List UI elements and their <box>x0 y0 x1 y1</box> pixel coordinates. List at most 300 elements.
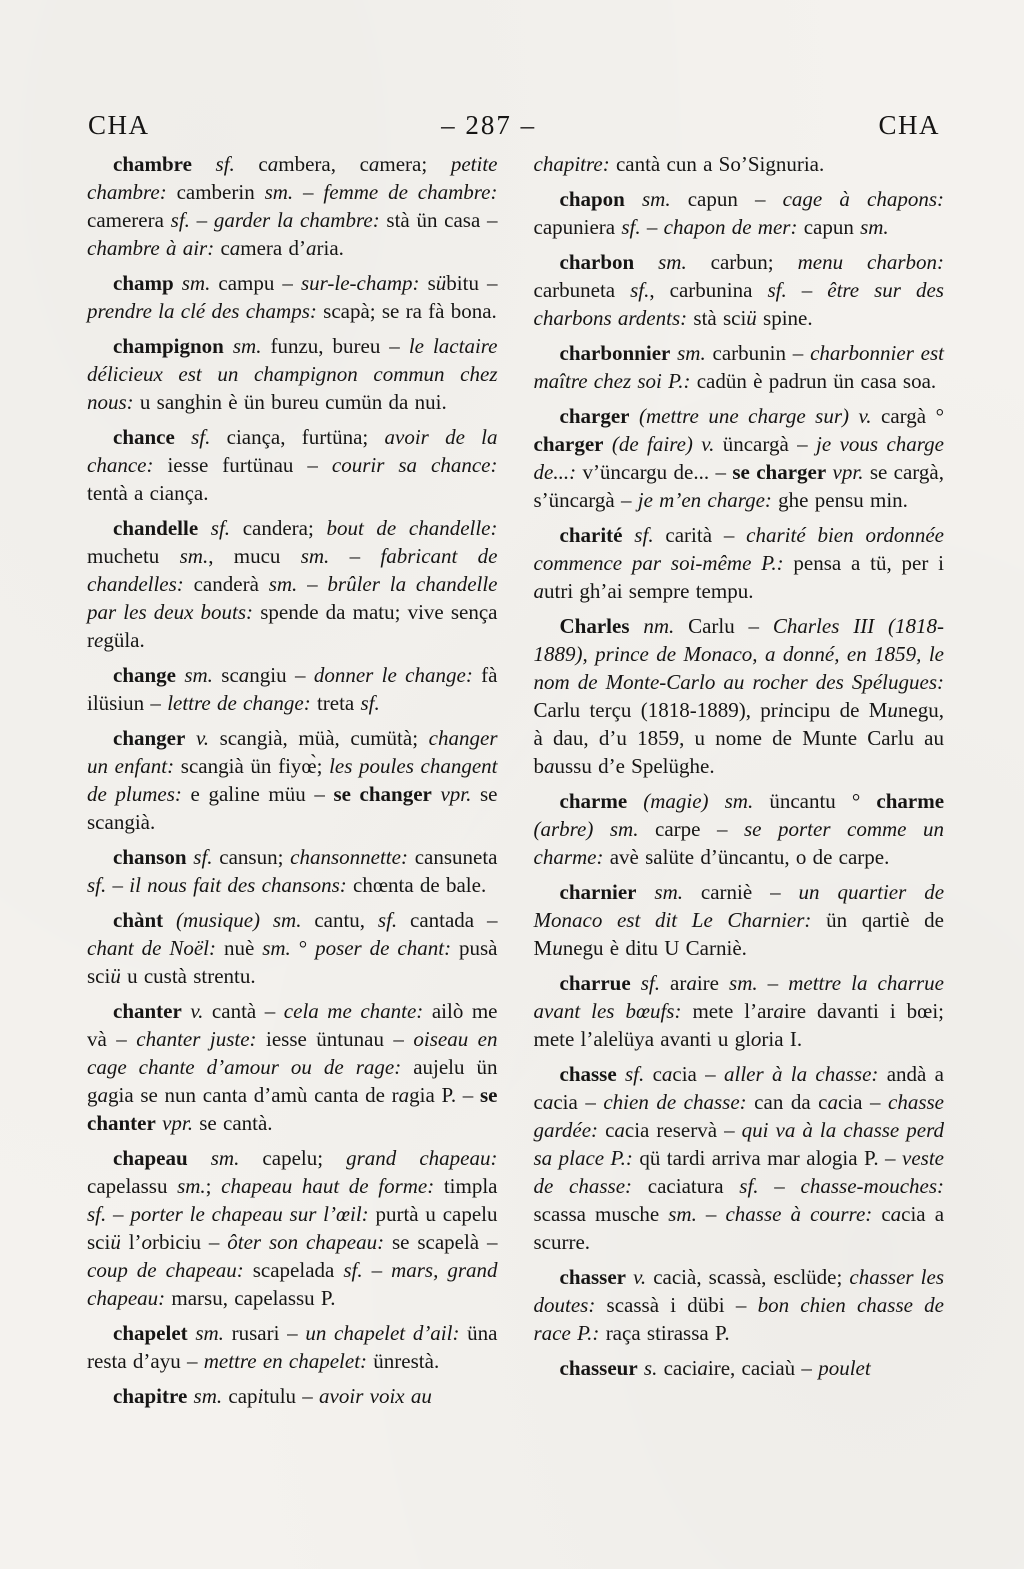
text-segment: bon chien chasse de race P.: <box>533 1293 944 1345</box>
text-segment: gia P. – <box>831 1146 903 1170</box>
text-segment: canderà <box>193 572 269 596</box>
text-segment: a <box>827 1090 838 1114</box>
text-segment: u <box>552 936 563 960</box>
text-segment: être sur des charbons ardents: <box>533 278 944 330</box>
text-segment: marsu, capelassu P. <box>171 1286 336 1310</box>
text-segment: andà a c <box>533 1062 945 1114</box>
text-segment: cantà cun a So’Signuria. <box>615 152 825 176</box>
text-segment: vpr. <box>826 460 870 484</box>
entry-chapeau <box>87 1137 498 1312</box>
text-segment: coup de chapeau: <box>87 1258 253 1282</box>
text-segment: carbun; <box>710 250 798 274</box>
text-segment: v. <box>185 726 220 750</box>
headword: se chanter <box>87 1083 498 1135</box>
text-segment: v. <box>181 999 212 1023</box>
text-segment: cage à chapons: <box>782 187 944 211</box>
text-segment: tentà a ciança. <box>87 481 209 505</box>
text-segment: i <box>257 1384 264 1408</box>
text-segment: (mettre une charge sur) v. <box>629 404 882 428</box>
text-segment: sm. <box>264 180 294 204</box>
text-segment: ussu d’e Spelüghe. <box>554 754 715 778</box>
text-segment: femme de chambre: <box>323 180 498 204</box>
entry-chasser <box>534 1256 945 1347</box>
entry-chance <box>87 416 498 507</box>
text-segment: ü <box>110 1230 121 1254</box>
entry-charrue <box>534 962 945 1053</box>
text-segment: mbera, c <box>278 152 369 176</box>
text-segment: sm. <box>300 544 330 568</box>
text-segment: carità – <box>665 523 747 547</box>
headword: champignon <box>113 334 224 358</box>
text-segment: c <box>652 1062 662 1086</box>
text-segment: cia reservà – <box>624 1118 742 1142</box>
headword: chance <box>113 425 175 449</box>
text-segment: sf. <box>621 215 641 239</box>
entry-chandelle <box>87 507 498 654</box>
text-segment: chien de chasse: <box>603 1090 755 1114</box>
text-segment: cia – <box>837 1090 888 1114</box>
text-segment: cia – <box>672 1062 724 1086</box>
headword: chànt <box>113 908 164 932</box>
text-segment: ire, caciaù – <box>707 1356 819 1380</box>
text-segment: chapeau haut de forme: <box>221 1174 444 1198</box>
text-segment: cansuneta <box>414 845 498 869</box>
text-segment: prendre la clé des champs: <box>87 299 324 323</box>
text-segment: can da c <box>754 1090 828 1114</box>
text-segment: sm. <box>636 880 701 904</box>
text-segment: ncipu de M <box>783 698 888 722</box>
text-segment: ailò me và – <box>87 999 498 1051</box>
text-segment: spende da matu; vive sença r <box>87 600 498 652</box>
text-segment: chasser les doutes: <box>533 1265 945 1317</box>
text-segment: ünrestà. <box>373 1349 440 1373</box>
text-segment: sf. <box>186 845 220 869</box>
text-segment: o <box>750 1027 762 1051</box>
headword: charrue <box>559 971 631 995</box>
headword: chapon <box>559 187 625 211</box>
text-segment: cansun; <box>219 845 291 869</box>
text-segment: carbuneta <box>533 278 631 302</box>
text-segment: mars, grand chapeau: <box>87 1258 498 1310</box>
text-segment: poser de chant: <box>315 936 459 960</box>
text-segment: Charles III (1818-1889), prince de Monaco, a donné, en 1859, le nom de Monte-Carlo au rocher des Spélugues: <box>533 614 944 694</box>
text-columns <box>87 150 944 1410</box>
text-segment: e galine müu – <box>190 782 334 806</box>
text-segment: a <box>773 999 784 1023</box>
text-segment: menu charbon: <box>797 250 944 274</box>
text-segment: v’üncargu de... – <box>582 460 733 484</box>
text-segment: candera; <box>242 516 327 540</box>
text-segment: courir sa chance: <box>331 453 498 477</box>
text-segment: sf. <box>622 523 666 547</box>
text-segment: poulet <box>818 1356 871 1380</box>
entry-charles <box>534 605 945 780</box>
text-segment: sf. <box>198 516 243 540</box>
text-segment: donner le change: <box>313 663 482 687</box>
text-segment: avoir voix au <box>319 1384 432 1408</box>
text-segment: timpla <box>443 1174 498 1198</box>
text-segment: ciança, furtüna; <box>226 425 385 449</box>
text-segment: o <box>821 1146 832 1170</box>
guide-word-right: CHA <box>878 110 940 140</box>
entry-champ <box>87 262 498 325</box>
headword: charger <box>533 432 604 456</box>
text-segment: rbiciu – <box>152 1230 228 1254</box>
headword: chambre <box>113 152 192 176</box>
headword: Charles <box>559 614 630 638</box>
text-segment: – <box>106 1202 131 1226</box>
text-segment: sf. <box>191 152 259 176</box>
text-segment: iesse furtünau – <box>167 453 332 477</box>
text-segment: je vous charge de...: <box>533 432 944 484</box>
text-segment: campu – <box>218 271 301 295</box>
text-segment: stà ün casa – <box>386 208 498 232</box>
text-segment: s <box>427 271 436 295</box>
entry-charnier <box>534 871 945 962</box>
text-segment: u custà strentu. <box>120 964 256 988</box>
text-segment: chasse à courre: <box>725 1202 882 1226</box>
text-segment: – <box>758 1174 801 1198</box>
text-segment: camerera <box>87 208 171 232</box>
text-segment: iesse üntunau – <box>266 1027 414 1051</box>
text-segment: ghe pensu min. <box>778 488 908 512</box>
headword: chapitre <box>113 1384 188 1408</box>
text-segment: caci <box>663 1356 698 1380</box>
text-segment: chapitre: <box>533 152 616 176</box>
text-segment: camberin <box>176 180 265 204</box>
text-segment: – <box>757 971 789 995</box>
text-segment: cap <box>228 1384 258 1408</box>
text-segment: ire <box>696 971 730 995</box>
headword: chandelle <box>113 516 199 540</box>
text-segment: chœnta de bale. <box>353 873 487 897</box>
text-segment: vpr. <box>155 1111 193 1135</box>
text-segment: a <box>97 1083 108 1107</box>
text-segment: negu, à dau, d’u 1859, u nome de Munte Carlu au b <box>533 698 944 778</box>
entry-champignon <box>87 325 498 416</box>
headword: chapeau <box>113 1146 188 1170</box>
text-segment: – <box>189 208 214 232</box>
text-segment: cia – <box>553 1090 604 1114</box>
text-segment: ar <box>670 971 687 995</box>
text-segment: grand chapeau: <box>346 1146 498 1170</box>
text-segment: a <box>306 236 317 260</box>
entry-chanter <box>87 990 498 1137</box>
text-segment: chanter juste: <box>136 1027 266 1051</box>
text-segment: mera d’ <box>240 236 306 260</box>
entry-chapitre-continuation <box>534 150 945 178</box>
text-segment: changer un enfant: <box>87 726 498 778</box>
entry-chasse <box>534 1053 945 1256</box>
entry-chapon <box>534 178 945 241</box>
text-segment: scassà i dübi – <box>606 1293 758 1317</box>
entry-changer <box>87 717 498 836</box>
text-segment: avoir de la chance: <box>87 425 498 477</box>
headword: chapelet <box>113 1321 188 1345</box>
text-segment: capelassu <box>87 1174 178 1198</box>
text-segment: carbunin – <box>712 341 811 365</box>
text-segment: se scangià. <box>87 782 498 834</box>
text-segment: sm. <box>223 334 271 358</box>
text-segment: treta <box>316 691 361 715</box>
entry-chasseur <box>534 1347 945 1382</box>
text-segment: cacià, scassà, esclüde; <box>653 1265 850 1289</box>
text-segment: u sanghin è ün bureu cumün da nui. <box>139 390 447 414</box>
headword: se charger <box>732 460 827 484</box>
text-segment: a <box>398 1083 410 1107</box>
text-segment: a <box>229 236 241 260</box>
text-segment: ° <box>290 936 316 960</box>
text-segment: (magie) sm. <box>627 789 770 813</box>
text-segment: sf. <box>170 208 190 232</box>
text-segment: sm. <box>860 215 889 239</box>
text-segment: a <box>238 663 250 687</box>
text-segment: u <box>887 698 898 722</box>
headword: charger <box>559 404 630 428</box>
text-segment: scassa musche <box>533 1202 669 1226</box>
text-segment: l’ <box>120 1230 142 1254</box>
text-segment: charité bien ordonnée commence par soi-même P.: <box>533 523 944 575</box>
text-segment: a <box>697 1356 708 1380</box>
entry-change <box>87 654 498 717</box>
text-segment: Carlu terçu (1818-1889), pr <box>533 698 778 722</box>
text-segment: chansonnette: <box>290 845 415 869</box>
text-segment: (arbre) sm. <box>533 817 655 841</box>
text-segment: veste de chasse: <box>533 1146 944 1198</box>
text-segment: purtà u capelu sci <box>87 1202 498 1254</box>
text-segment: sm. <box>670 341 713 365</box>
text-segment: c <box>220 236 230 260</box>
text-segment: oiseau en cage chante d’amour ou de rage: <box>87 1027 498 1079</box>
text-segment: aller à la chasse: <box>724 1062 887 1086</box>
headword: charbonnier <box>559 341 671 365</box>
text-segment: sf. <box>377 908 398 932</box>
text-segment: ôter son chapeau: <box>227 1230 392 1254</box>
text-segment: qü tardi arriva mar al <box>639 1146 822 1170</box>
text-segment: cantada – <box>397 908 498 932</box>
text-segment: chambre à air: <box>87 236 221 260</box>
right-column <box>534 150 945 1410</box>
text-segment: sc <box>221 663 239 687</box>
text-segment: charbonnier est maître chez soi P.: <box>533 341 944 393</box>
headword: champ <box>113 271 174 295</box>
text-segment: ria I. <box>761 1027 803 1051</box>
text-segment: funzu, bureu – <box>270 334 409 358</box>
entry-chapitre <box>87 1375 498 1410</box>
text-segment: qui va à la chasse perd sa place P.: <box>533 1118 944 1170</box>
text-segment: , mucu <box>208 544 301 568</box>
text-segment: a <box>368 152 380 176</box>
text-segment: – <box>640 215 664 239</box>
text-segment: gia P. – <box>409 1083 480 1107</box>
text-segment: cargà ° <box>881 404 944 428</box>
text-segment: v. <box>626 1265 654 1289</box>
headword: chasseur <box>559 1356 638 1380</box>
text-segment: scapelada <box>252 1258 344 1282</box>
text-segment: sm. <box>187 1384 229 1408</box>
text-segment: – <box>293 180 324 204</box>
text-segment: gia se nun canta d’amù canta de r <box>108 1083 399 1107</box>
text-segment: sf. <box>767 278 787 302</box>
text-segment: sm. <box>668 1202 697 1226</box>
text-segment: i <box>777 698 784 722</box>
text-segment: se porter comme un charme: <box>533 817 944 869</box>
text-segment: sm. <box>624 187 688 211</box>
text-segment: ü <box>746 306 757 330</box>
text-segment: cia a scurre. <box>533 1202 945 1254</box>
text-segment: ; <box>205 1174 222 1198</box>
text-segment: sf. <box>616 1062 653 1086</box>
text-segment: chant de Noël: <box>87 936 224 960</box>
text-segment: rusari – <box>231 1321 306 1345</box>
text-segment: capun – <box>687 187 783 211</box>
text-segment: sm. <box>179 544 209 568</box>
text-segment: sf. <box>87 1202 107 1226</box>
text-segment: sm. <box>173 271 219 295</box>
text-segment: carpe – <box>655 817 744 841</box>
text-segment: a <box>686 971 697 995</box>
text-segment: mettre la charrue avant les bœufs: <box>533 971 944 1023</box>
text-segment: sf. <box>87 873 107 897</box>
text-segment: e <box>94 628 104 652</box>
text-segment: avè salüte d’üncantu, o de carpe. <box>609 845 890 869</box>
text-segment: ü <box>435 271 447 295</box>
text-segment: mera; <box>379 152 451 176</box>
entry-charger <box>534 395 945 514</box>
text-segment: le lactaire délicieux est un champignon commun chez nous: <box>87 334 498 414</box>
text-segment: c <box>605 1118 615 1142</box>
left-column <box>87 150 498 1410</box>
text-segment: ria. <box>316 236 344 260</box>
text-segment: – <box>362 1258 392 1282</box>
text-segment: fabricant de chandelles: <box>87 544 498 596</box>
text-segment: il nous fait des chansons: <box>129 873 354 897</box>
text-segment: sur-le-champ: <box>300 271 428 295</box>
text-segment: cela me chante: <box>283 999 432 1023</box>
headword: chasser <box>559 1265 626 1289</box>
text-segment: cantà – <box>211 999 284 1023</box>
text-segment: sm. <box>187 1321 232 1345</box>
text-segment: porter le chapeau sur l’œil: <box>130 1202 376 1226</box>
text-segment: s. <box>637 1356 664 1380</box>
entry-charbon <box>534 241 945 332</box>
text-segment: a <box>890 1202 902 1226</box>
text-segment: sf. <box>630 971 670 995</box>
text-segment: capelu; <box>262 1146 347 1170</box>
entry-chapelet <box>87 1312 498 1375</box>
text-segment: mete l’ar <box>692 999 774 1023</box>
text-segment: un chapelet d’ail: <box>305 1321 468 1345</box>
text-segment: Carlu – <box>688 614 773 638</box>
headword: charbon <box>559 250 635 274</box>
entry-chambre <box>87 150 498 262</box>
text-segment: sm. <box>729 971 758 995</box>
headword: chanter <box>113 999 182 1023</box>
text-segment: tulu – <box>263 1384 320 1408</box>
text-segment: sm. <box>268 572 298 596</box>
entry-charme <box>534 780 945 871</box>
text-segment: (musique) sm. <box>163 908 315 932</box>
text-segment: garder la chambre: <box>213 208 387 232</box>
text-segment: capun <box>803 215 861 239</box>
text-segment: – <box>106 873 130 897</box>
text-segment: – <box>696 1202 726 1226</box>
text-segment: les poules changent de plumes: <box>87 754 498 806</box>
text-segment: chapon de mer: <box>663 215 804 239</box>
text-segment: , carbunina <box>649 278 768 302</box>
text-segment: sm. <box>187 1146 263 1170</box>
text-segment: sf. <box>739 1174 759 1198</box>
text-segment: chasse-mouches: <box>800 1174 944 1198</box>
text-segment: stà sci <box>693 306 747 330</box>
text-segment: pusà sci <box>87 936 498 988</box>
text-segment: nuè <box>223 936 263 960</box>
text-segment: se scapelà – <box>391 1230 498 1254</box>
text-segment: – <box>297 572 328 596</box>
text-segment: sm. <box>176 663 222 687</box>
text-segment: scangià, müà, cumütà; <box>219 726 429 750</box>
text-segment: un quartier de Monaco est dit Le Charnier: <box>533 880 945 932</box>
text-segment: a <box>542 1090 554 1114</box>
headword: charme <box>559 789 628 813</box>
text-segment: spine. <box>756 306 813 330</box>
text-segment: a <box>533 579 544 603</box>
text-segment: nm. <box>629 614 689 638</box>
text-segment: cadün è padrun ün casa soa. <box>696 369 937 393</box>
text-segment: sf. <box>630 278 650 302</box>
headword: charnier <box>559 880 637 904</box>
text-segment: cantu, <box>314 908 378 932</box>
text-segment: a <box>544 754 555 778</box>
text-segment: se cargà, s’üncargà – <box>533 460 944 512</box>
text-segment: se cantà. <box>193 1111 273 1135</box>
text-segment: utri gh’ai sempre tempu. <box>544 579 754 603</box>
text-segment: sm. <box>177 1174 206 1198</box>
text-segment: – <box>786 278 828 302</box>
text-segment: sm. <box>262 936 291 960</box>
page-number: – 287 – <box>441 110 537 140</box>
text-segment: raça stirassa P. <box>605 1321 730 1345</box>
text-segment: üncantu ° <box>769 789 877 813</box>
text-segment: fà ilüsiun – <box>87 663 498 715</box>
text-segment: sf. <box>360 691 380 715</box>
text-segment: aujelu ün g <box>87 1055 498 1107</box>
text-segment: ün qartiè de M <box>533 908 945 960</box>
headword: charité <box>559 523 623 547</box>
text-segment: c <box>258 152 268 176</box>
text-segment: (de faire) v. <box>603 432 723 456</box>
text-segment: scangià ün fiyœ̀; <box>180 754 330 778</box>
text-segment: brûler la chandelle par les deux bouts: <box>87 572 498 624</box>
text-segment: petite chambre: <box>87 152 498 204</box>
text-segment: pensa a tü, per i <box>793 551 944 575</box>
headword: chanson <box>113 845 187 869</box>
text-segment: lettre de change: <box>167 691 317 715</box>
text-segment: ire davanti i bœi; mete l’alelüya avanti u gl <box>533 999 944 1051</box>
text-segment: muchetu <box>87 544 180 568</box>
text-segment: negu è ditu U Carniè. <box>562 936 747 960</box>
text-segment: güla. <box>103 628 145 652</box>
text-segment: a <box>614 1118 625 1142</box>
text-segment: – <box>329 544 381 568</box>
entry-chanson <box>87 836 498 899</box>
text-segment: a <box>661 1062 673 1086</box>
text-segment: c <box>881 1202 891 1226</box>
text-segment: ngiu – <box>249 663 314 687</box>
text-segment: sf. <box>343 1258 363 1282</box>
text-segment: a <box>267 152 279 176</box>
running-head <box>88 110 944 144</box>
